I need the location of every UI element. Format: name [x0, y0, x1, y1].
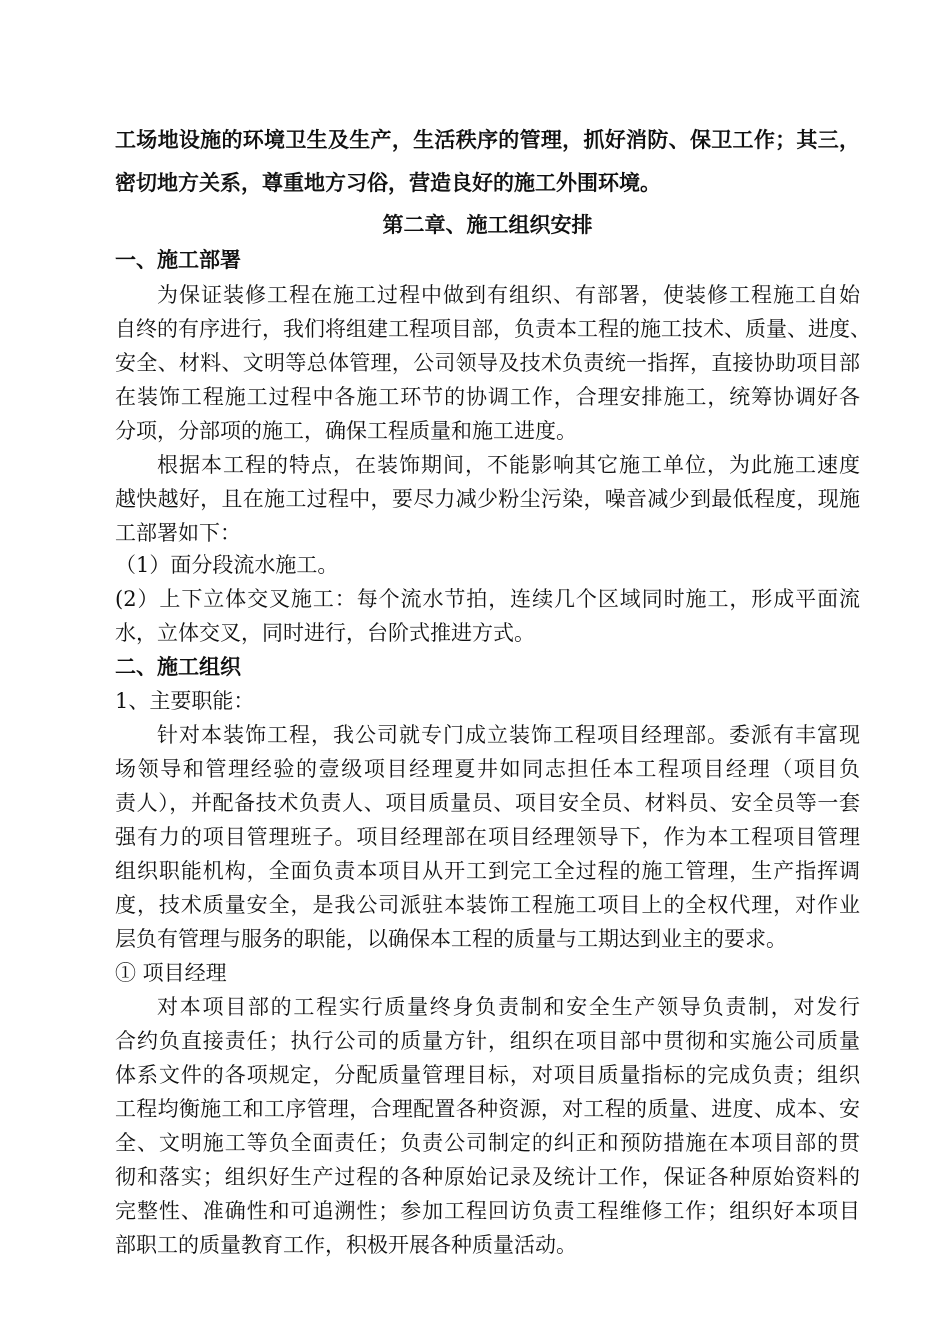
paragraph-line: 合约负直接责任；执行公司的质量方针，组织在项目部中贯彻和实施公司质量: [115, 1029, 860, 1053]
paragraph-line: 安全、材料、文明等总体管理，公司领导及技术负责统一指挥，直接协助项目部: [115, 351, 860, 375]
list-item-1: （1）面分段流水施工。: [115, 553, 339, 577]
subheading-functions: 1、主要职能：: [115, 689, 255, 713]
paragraph-line: 分项，分部项的施工，确保工程质量和施工进度。: [115, 419, 577, 443]
paragraph-line: 全、文明施工等负全面责任；负责公司制定的纠正和预防措施在本项目部的贯: [115, 1131, 860, 1155]
paragraph-line: 责人），并配备技术负责人、项目质量员、项目安全员、材料员、安全员等一套: [115, 791, 860, 815]
role-heading-project-manager: ① 项目经理: [115, 961, 227, 985]
list-item-2: (2）上下立体交叉施工：每个流水节拍，连续几个区域同时施工，形成平面流: [115, 587, 860, 611]
list-item-2-cont: 水，立体交叉，同时进行，台阶式推进方式。: [115, 621, 535, 645]
paragraph-line: 强有力的项目管理班子。项目经理部在项目经理领导下，作为本工程项目管理: [115, 825, 860, 849]
paragraph-line: 体系文件的各项规定，分配质量管理目标，对项目质量指标的完成负责；组织: [115, 1063, 860, 1087]
paragraph-line: 工程均衡施工和工序管理，合理配置各种资源，对工程的质量、进度、成本、安: [115, 1097, 860, 1121]
paragraph-line: 在装饰工程施工过程中各施工环节的协调工作，合理安排施工，统筹协调好各: [115, 385, 860, 409]
paragraph-line: 越快越好，且在施工过程中，要尽力减少粉尘污染，噪音减少到最低程度，现施: [115, 487, 860, 511]
paragraph-line: 组织职能机构，全面负责本项目从开工到完工全过程的施工管理，生产指挥调: [115, 859, 860, 883]
paragraph-line: 度，技术质量安全，是我公司派驻本装饰工程施工项目上的全权代理，对作业: [115, 893, 860, 917]
paragraph-line: 部职工的质量教育工作，积极开展各种质量活动。: [115, 1233, 577, 1257]
paragraph-line: 根据本工程的特点，在装饰期间，不能影响其它施工单位，为此施工速度: [157, 453, 860, 477]
paragraph-line: 为保证装修工程在施工过程中做到有组织、有部署，使装修工程施工自始: [157, 283, 860, 307]
paragraph-line: 场领导和管理经验的壹级项目经理夏井如同志担任本工程项目经理（项目负: [115, 757, 860, 781]
paragraph-line: 层负有管理与服务的职能，以确保本工程的质量与工期达到业主的要求。: [115, 927, 787, 951]
paragraph-line: 自终的有序进行，我们将组建工程项目部，负责本工程的施工技术、质量、进度、: [115, 317, 871, 341]
paragraph-line: 针对本装饰工程，我公司就专门成立装饰工程项目经理部。委派有丰富现: [157, 723, 860, 747]
paragraph-line: 对本项目部的工程实行质量终身负责制和安全生产领导负责制，对发行: [157, 995, 860, 1019]
paragraph-line: 彻和落实；组织好生产过程的各种原始记录及统计工作，保证各种原始资料的: [115, 1165, 860, 1189]
paragraph-line: 工部署如下：: [115, 521, 241, 545]
paragraph-line: 完整性、准确性和可追溯性；参加工程回访负责工程维修工作；组织好本项目: [115, 1199, 860, 1223]
intro-line-2: 密切地方关系，尊重地方习俗，营造良好的施工外围环境。: [115, 171, 661, 195]
intro-line-1: 工场地设施的环境卫生及生产，生活秩序的管理，抓好消防、保卫工作；其三，: [115, 128, 860, 152]
section-heading-organization: 二、施工组织: [115, 655, 241, 679]
section-heading-deployment: 一、施工部署: [115, 248, 241, 272]
chapter-title: 第二章、施工组织安排: [382, 213, 593, 237]
